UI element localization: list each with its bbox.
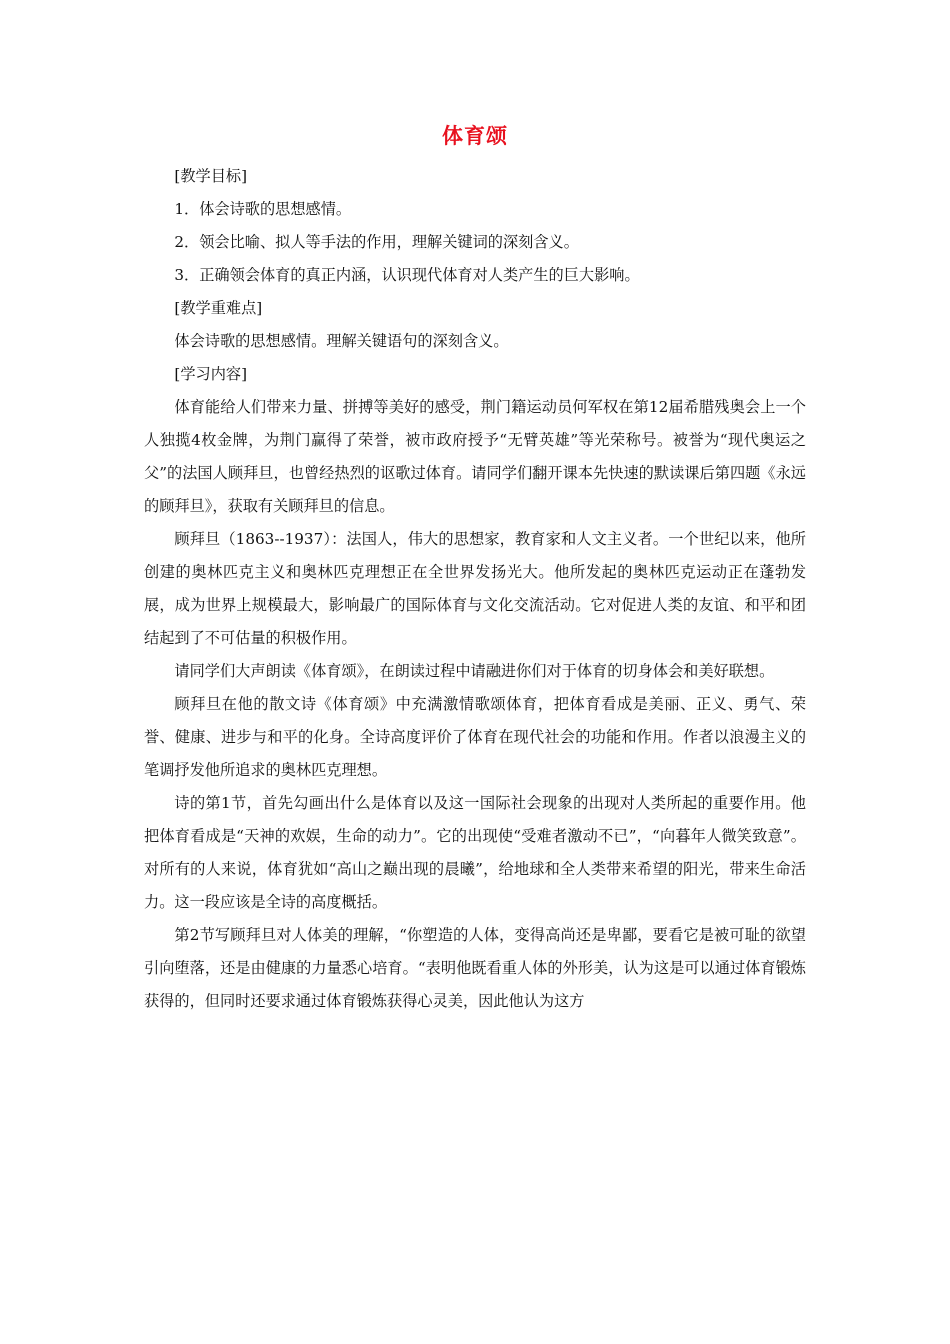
section-heading-goals: [教学目标]: [174, 167, 247, 185]
key-points-text: 体会诗歌的思想感情。理解关键语句的深刻含义。: [174, 332, 509, 350]
paragraph-section-1: 诗的第1节，首先勾画出什么是体育以及这一国际社会现象的出现对人类所起的重要作用。他把体育看成是“天神的欢娱，生命的动力”。它的出现使“受难者激动不已”，“向暮年人微笑致意”。对所有的人来说，体育犹如“高山之巅出现的晨曦”，给地球和全人类带来希望的阳光，带来生命活力。这一段应该是全诗的高度概括。: [144, 794, 806, 911]
paragraph-poem-summary: 顾拜旦在他的散文诗《体育颂》中充满激情歌颂体育，把体育看成是美丽、正义、勇气、荣誉、健康、进步与和平的化身。全诗高度评价了体育在现代社会的功能和作用。作者以浪漫主义的笔调抒发他所追求的奥林匹克理想。: [144, 695, 806, 779]
goal-item-1: 1．体会诗歌的思想感情。: [174, 200, 352, 218]
paragraph-read-aloud: 请同学们大声朗读《体育颂》，在朗读过程中请融进你们对于体育的切身体会和美好联想。: [174, 662, 775, 680]
goal-item-2: 2．领会比喻、拟人等手法的作用，理解关键词的深刻含义。: [174, 233, 579, 251]
paragraph-coubertin-bio: 顾拜旦（1863--1937）：法国人，伟大的思想家，教育家和人文主义者。一个世纪以来，他所创建的奥林匹克主义和奥林匹克理想正在全世界发扬光大。他所发起的奥林匹克运动正在蓬勃发展，成为世界上规模最大，影响最广的国际体育与文化交流活动。它对促进人类的友谊、和平和团结起到了不可估量的积极作用。: [144, 530, 806, 647]
section-heading-content: [学习内容]: [174, 365, 247, 383]
section-heading-key-points: [教学重难点]: [174, 299, 263, 317]
document-page: [144, 118, 806, 1018]
document-body: [144, 160, 806, 1018]
document-title: 体育颂: [442, 123, 508, 148]
paragraph-section-2: 第2节写顾拜旦对人体美的理解，“你塑造的人体，变得高尚还是卑鄙，要看它是被可耻的欲望引向堕落，还是由健康的力量悉心培育。“表明他既看重人体的外形美，认为这是可以通过体育锻炼获得的，但同时还要求通过体育锻炼获得心灵美，因此他认为这方: [144, 926, 806, 1010]
goal-item-3: 3．正确领会体育的真正内涵，认识现代体育对人类产生的巨大影响。: [174, 266, 640, 284]
paragraph-intro: 体育能给人们带来力量、拼搏等美好的感受，荆门籍运动员何军权在第12届希腊残奥会上一个人独揽4枚金牌，为荆门赢得了荣誉，被市政府授予“无臂英雄”等光荣称号。被誉为“现代奥运之父”的法国人顾拜旦，也曾经热烈的讴歌过体育。请同学们翻开课本先快速的默读课后第四题《永远的顾拜旦》，获取有关顾拜旦的信息。: [144, 398, 806, 515]
